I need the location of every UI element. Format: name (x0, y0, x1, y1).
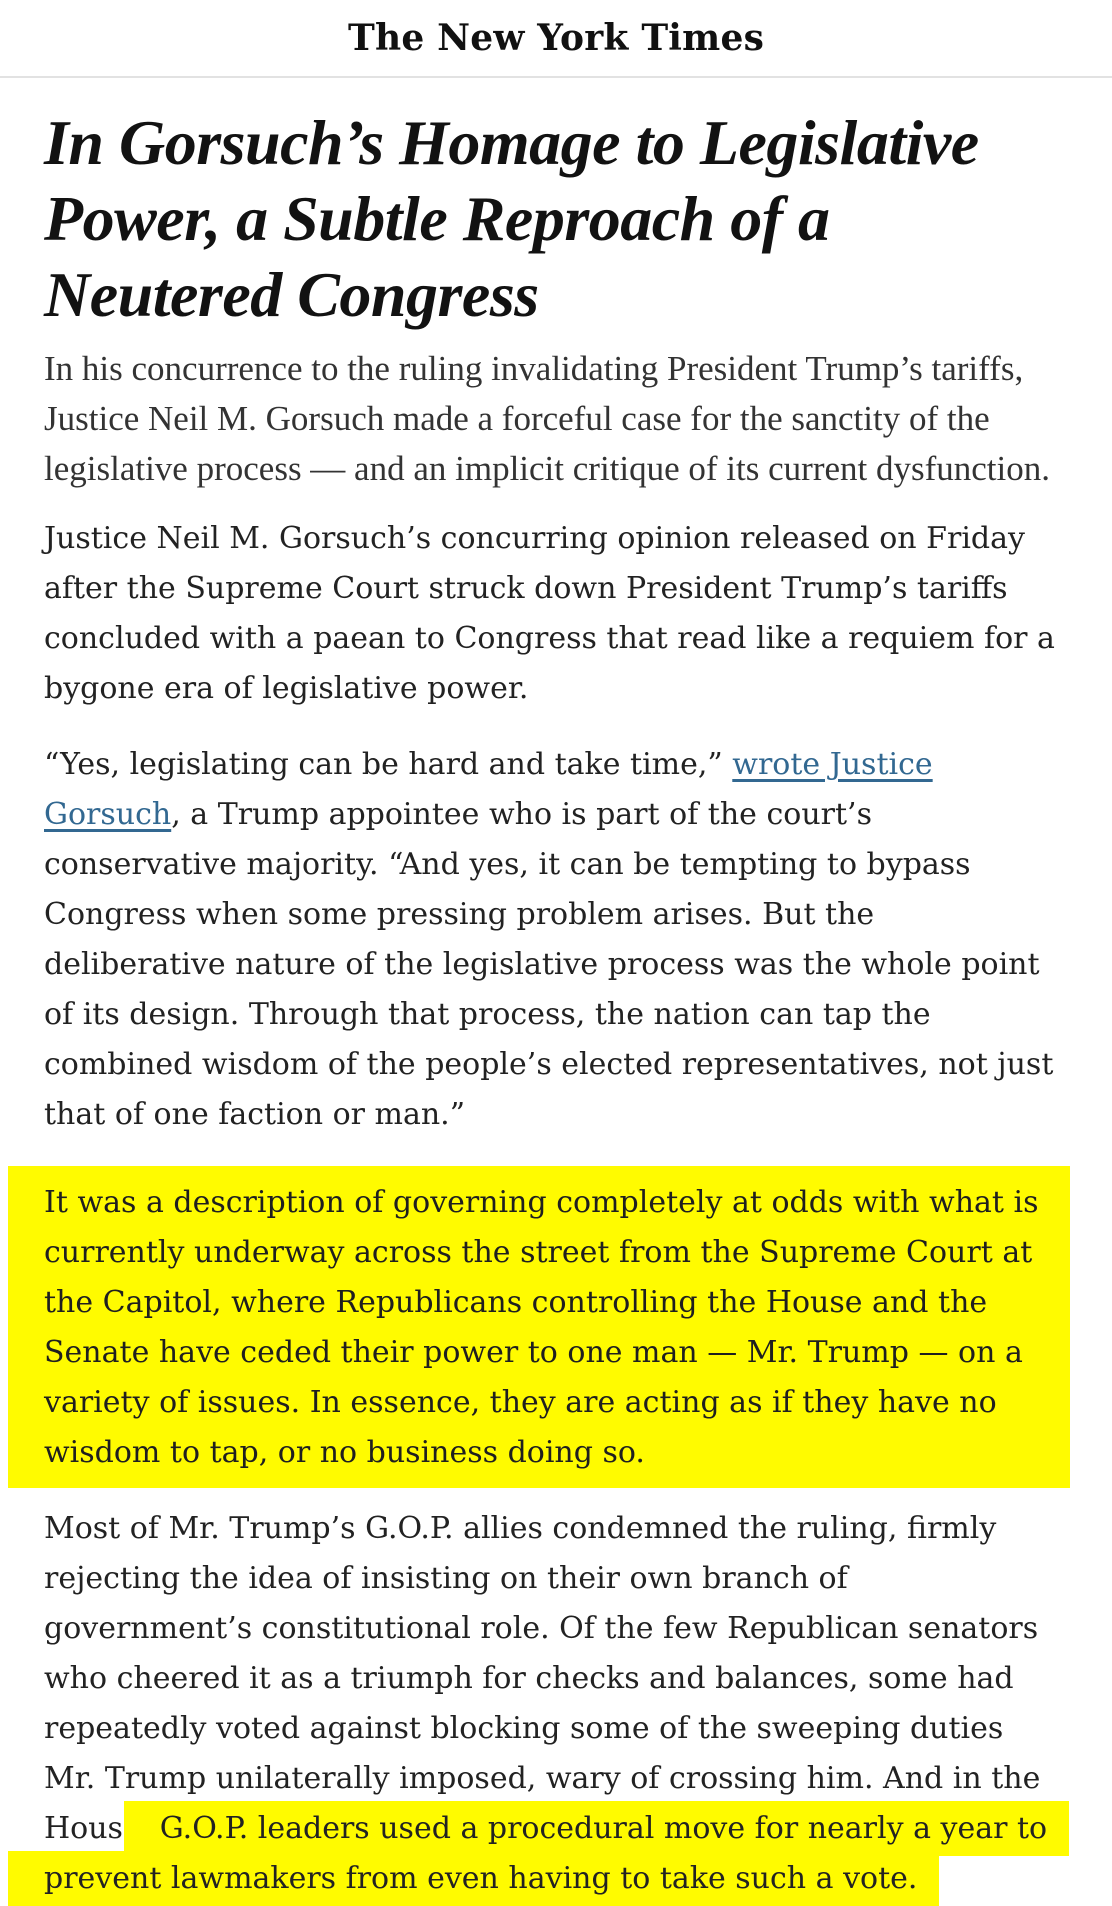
highlighted-paragraph-block (8, 1166, 1070, 1488)
paragraph-4-highlighted-text: G.O.P. leaders used a procedural move for nearly a year to prevent lawmakers from even having to take such a vote. (44, 1801, 1047, 1906)
nyt-logo[interactable]: The New York Times (347, 17, 765, 59)
article-paragraph-1: Justice Neil M. Gorsuch’s concurring opinion released on Friday after the Supreme Court struck down President Trump’s tariffs concluded with a paean to Congress that read like a requiem for a bygone era of legislative power. (44, 521, 1055, 706)
article-paragraph-2 (44, 740, 1064, 1140)
article-headline: In Gorsuch’s Homage to Legislative Power, a Subtle Reproach of a Neutered Congress (44, 107, 979, 330)
paragraph-2-text-before-link: “Yes, legislating can be hard and take time,” (44, 747, 733, 782)
article-paragraph-3-highlighted: It was a description of governing completely at odds with what is currently underway across the street from the Supreme Court at the Capitol, where Republicans controlling the House and the Senate have ceded their power to one man — Mr. Trump — on a variety of issues. In essence, they are acting as if they have no wisdom to tap, or no business doing so. (44, 1185, 1039, 1470)
paragraph-4-text: Most of Mr. Trump’s G.O.P. allies condemned the ruling, firmly rejecting the idea of insisting on their own branch of government’s constitutional role. Of the few Republican senators who cheered it as a triumph for checks and balances, some had repeatedly voted against blocking some of the sweeping duties Mr. Trump unilaterally imposed, wary of crossing him. And in the House, (44, 1511, 1041, 1846)
article-summary: In his concurrence to the ruling invalidating President Trump’s tariffs, Justice Neil M. Gorsuch made a forceful case for the sanctity of the legislative process — and an implicit critique of its current dysfunction. (44, 349, 1050, 488)
paragraph-2-text-after-link: , a Trump appointee who is part of the court’s conservative majority. “And yes, it can be tempting to bypass Congress when some pressing problem arises. But the deliberative nature of the legislative process was the whole point of its design. Through that process, the nation can tap the combined wisdom of the people’s elected representatives, not just that of one faction or man.” (44, 797, 1054, 1132)
masthead (0, 0, 1112, 78)
wrote-justice-gorsuch-link[interactable]: wrote Justice Gorsuch (44, 747, 933, 832)
article-paragraph-4 (44, 1504, 1064, 1904)
article-body (0, 105, 1112, 1904)
